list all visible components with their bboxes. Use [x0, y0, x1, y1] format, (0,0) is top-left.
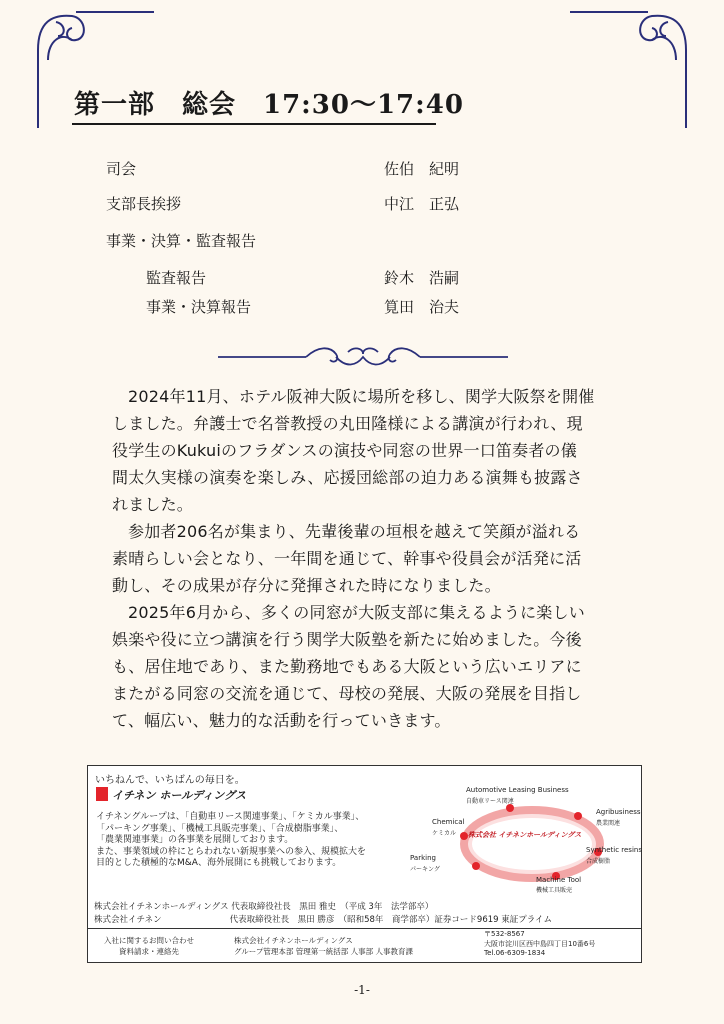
program-name-business: 筧田 治夫	[384, 298, 460, 316]
contact-mid-line2: グループ管理本部 管理第一統括部 人事部 人事教育課	[234, 947, 414, 956]
program-label-mc: 司会	[106, 160, 137, 178]
program-name-greeting: 中江 正弘	[384, 195, 460, 213]
contact-postal: 〒532-8567	[484, 930, 525, 938]
section-title: 第一部 総会 17:30～17:40	[74, 90, 464, 120]
ad-body-line1: イチネングループは、「自動車リース関連事業」、「ケミカル事業」、	[96, 812, 365, 822]
node-chemical-en: Chemical	[432, 818, 465, 826]
node-dot-agri	[574, 812, 582, 820]
ad-body-line4: また、事業領域の枠にとらわれない新規事業への参入、規模拡大を	[96, 846, 367, 857]
ad-divider	[88, 928, 641, 929]
program-label-greeting: 支部長挨拶	[106, 195, 182, 213]
corner-ornament-top-right	[568, 10, 688, 130]
para3-line5: て、幅広い、魅力的な活動を行っていきます。	[112, 711, 451, 730]
node-dot-parking	[472, 862, 480, 870]
para1-line5: れました。	[112, 495, 194, 514]
company-line-1: 株式会社イチネンホールディングス 代表取締役社長 黒田 雅史 （平成 3年 法学部卒）	[94, 902, 434, 912]
ad-body-line2: 「パーキング事業」、「機械工具販売事業」、「合成樹脂事業」、	[96, 823, 344, 834]
ad-tagline: いちねんで、いちばんの毎日を。	[95, 775, 245, 786]
contact-mid	[234, 935, 413, 957]
paragraph-2	[112, 518, 642, 599]
node-machine-en: Machine Tool	[536, 876, 582, 884]
node-automotive-ja: 自動車リース関連	[466, 798, 514, 805]
node-automotive-en: Automotive Leasing Business	[466, 786, 569, 794]
contact-tel: Tel.06-6309-1834	[484, 949, 546, 957]
ad-body-line5: 目的とした積極的なM&A、海外展開にも挑戦しております。	[96, 858, 342, 868]
para3-line3: も、居住地であり、また勤務地でもある大阪という広いエリアに	[112, 657, 582, 676]
node-chemical-ja: ケミカル	[432, 830, 457, 837]
para2-line2: 素晴らしい会となり、一年間を通じて、幹事や役員会が活発に活	[112, 549, 582, 568]
contact-address: 大阪市淀川区西中島四丁目10番6号	[484, 939, 596, 948]
program-label-reports: 事業・決算・監査報告	[106, 232, 257, 250]
para1-line1: 2024年11月、ホテル阪神大阪に場所を移し、関学大阪祭を開催	[128, 387, 595, 406]
node-agri-ja: 農業関連	[596, 820, 621, 827]
ad-body-line3: 「農業関連事業」の各事業を展開しております。	[96, 835, 294, 845]
program-name-audit: 鈴木 浩嗣	[384, 269, 460, 287]
divider-ornament	[218, 342, 508, 372]
para2-line3: 動し、その成果が存分に発揮された時になりました。	[112, 576, 501, 595]
para1-line3: 役学生のKukuiのフラダンスの演技や同窓の世界一口笛奏者の儀	[112, 441, 577, 460]
para2-line1: 参加者206名が集まり、先輩後輩の垣根を越えて笑顔が溢れる	[128, 522, 581, 541]
para1-line2: しました。弁護士で名誉教授の丸田隆様による講演が行われ、現	[112, 414, 583, 433]
ad-logo-text: イチネン ホールディングス	[112, 789, 246, 802]
node-resins-en: Synthetic resins	[586, 846, 642, 854]
paragraph-3	[112, 599, 642, 734]
para3-line2: 娯楽や役に立つ講演を行う関学大阪塾を新たに始めました。今後	[112, 630, 582, 649]
sponsor-ad	[87, 765, 642, 963]
node-machine-ja: 機械工具販売	[536, 887, 573, 894]
contact-left-line2: 資料請求・連絡先	[119, 947, 179, 956]
node-parking-ja: パーキング	[410, 866, 440, 873]
para3-line1: 2025年6月から、多くの同窓が大阪支部に集えるように楽しい	[128, 603, 585, 622]
ad-body	[96, 812, 366, 870]
contact-right	[484, 930, 595, 959]
para3-line4: またがる同窓の交流を通じて、母校の発展、大阪の発展を目指し	[112, 684, 582, 703]
title-underline	[72, 123, 436, 125]
contact-mid-line1: 株式会社イチネンホールディングス	[234, 936, 353, 945]
program-label-audit: 監査報告	[146, 269, 207, 287]
node-dot-automotive	[506, 804, 514, 812]
node-parking-en: Parking	[410, 854, 436, 862]
contact-left-line1: 入社に関するお問い合わせ	[104, 936, 194, 945]
node-dot-chemical	[460, 832, 468, 840]
paragraph-1	[112, 383, 642, 518]
node-resins-ja: 合成樹脂	[586, 858, 611, 865]
ichinen-logo-icon	[96, 787, 108, 801]
diagram-center: 株式会社 イチネンホールディングス	[468, 831, 582, 839]
contact-left	[104, 935, 194, 957]
node-agri-en: Agribusiness	[596, 808, 641, 816]
program-name-mc: 佐伯 紀明	[384, 160, 460, 178]
company-line-2: 株式会社イチネン 代表取締役社長 黒田 勝彦 （昭和58年 商学部卒）証券コード9619 東証プライム	[94, 915, 553, 925]
para1-line4: 間太久実様の演奏を楽しみ、応援団総部の迫力ある演舞も披露さ	[112, 468, 583, 487]
program-label-business: 事業・決算報告	[146, 298, 252, 316]
page-number: -1-	[354, 983, 370, 997]
